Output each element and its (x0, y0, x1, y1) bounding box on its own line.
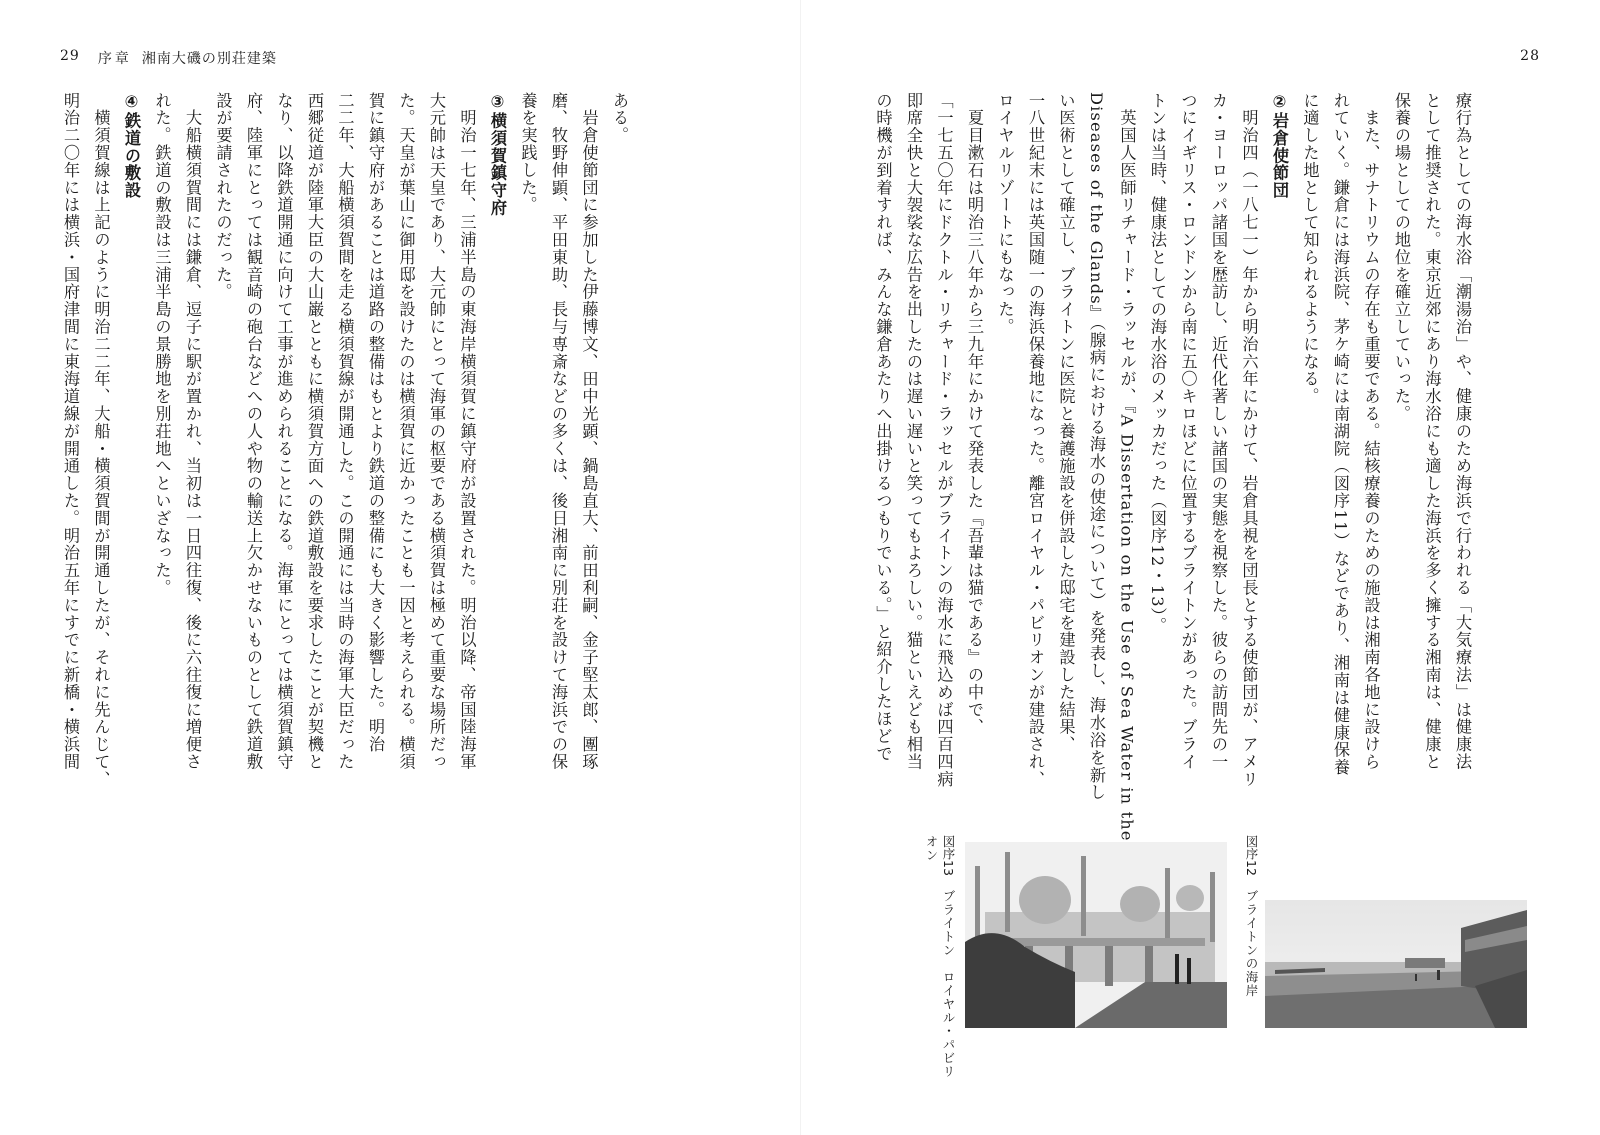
figure-12-text: ブライトンの海岸 (1244, 889, 1259, 998)
brighton-beach-photo (1265, 900, 1527, 1028)
paragraph: また、サナトリウムの存在も重要である。結核療養のための施設は湘南各地に設けら れていく。鎌倉には海浜院、茅ケ崎には南湖院（図序11）などであり、湘南は健康保養 に適した地として知られるようになる。 (1300, 92, 1381, 777)
figure-13-number: 図序13 (941, 835, 956, 876)
paragraph: 英国人医師リチャード・ラッセルが、『A Dissertation on the Use of Sea Water in the Diseases of the Glands』（腺病における海水の使途について）を発表し、海水浴を新し い医術として確立し、ブライトンに医院と養護施設を併設した邸宅を建設した結果、 一八世紀末には英国随一の海浜保養地になった。離宮ロイヤル・パビリオンが建設され、 ロイヤルリゾートにもなった。 (995, 92, 1137, 842)
paragraph: 明治一七年、三浦半島の東海岸横須賀に鎮守府が設置された。明治以降、帝国陸海軍 大元帥は天皇であり、大元帥にとって海軍の枢要である横須賀は極めて重要な場所だっ た。天皇が葉山に御用邸を設けたのは横須賀に近かったことも一因と考えられる。横須 賀に鎮守府があることは道路の整備はもとより鉄道の整備にも大きく影響した。明治 二二年、大船横須賀間を走る横須賀線が開通した。この開通には当時の海軍大臣だった 西郷従道が陸軍大臣の大山巌とともに横須賀方面への鉄道敷設を要求したことが契機と なり、以降鉄道開通に向けて工事が進められることになる。海軍にとっては横須賀鎮守 府、陸軍にとっては観音崎の砲台などへの人や物の輸送上欠かせないものとして鉄道敷 設が要請されたのだった。 (213, 92, 477, 771)
paragraph: 夏目漱石は明治三八年から三九年にかけて発表した『吾輩は猫である』の中で、 「一七五〇年にドクトル・リチャード・ラッセルがブライトンの海水に飛込めば四百四病 即席全快と大袈裟な広告を出したのは遅い遅いと笑ってもよろしい。猫といえども相当 の時機が到着すれば、みんな鎌倉あたりへ出掛けるつもりでいる。」と紹介したほどで (873, 92, 984, 788)
section-heading-iwakura: ②岩倉使節団 (1270, 92, 1289, 200)
royal-pavilion-photo (965, 842, 1227, 1028)
left-page-text (0, 92, 695, 806)
left-page-header (60, 48, 277, 68)
figure-12-number: 図序12 (1244, 835, 1259, 876)
figure-13-text: ブライトン ロイヤル・パビリ オン (924, 835, 956, 1079)
figure-13-caption (923, 835, 957, 1085)
paragraph: 大船横須賀間には鎌倉、逗子に駅が置かれ、当初は一日四往復、後に六往復に増便さ れた。鉄道の敷設は三浦半島の景勝地を別荘地へといざなった。 (152, 92, 202, 771)
section-heading-yokosuka: ③横須賀鎮守府 (488, 92, 507, 217)
right-page-text (806, 92, 1538, 842)
paragraph: 明治四（一八七一）年から明治六年にかけて、岩倉具視を団長とする使節団が、アメリ カ・ヨーロッパ諸国を歴訪し、近代化著しい諸国の実態を視察した。彼らの訪問先の一 つにイギリス・ロンドンから南に五〇キロほどに位置するブライトンがあった。ブライ トンは当時、健康法としての海水浴のメッカだった（図序12・13）。 (1148, 92, 1259, 788)
section-heading-railway: ④鉄道の敷設 (122, 92, 141, 200)
chapter-label: 序章 (97, 51, 132, 67)
left-page-number: 29 (60, 48, 80, 64)
page-gutter (800, 0, 801, 1135)
paragraph: 療行為としての海水浴「潮湯治」や、健康のため海浜で行われる「大気療法」は健康法 として推奨された。東京近郊にあり海水浴にも適した海浜を多く擁する湘南は、健康と 保養の場としての地位を確立していった。 (1392, 92, 1472, 771)
right-page-number: 28 (1520, 48, 1540, 64)
figure-12-caption (1243, 835, 1260, 1005)
paragraph: 岩倉使節団に参加した伊藤博文、田中光顕、鍋島直大、前田利嗣、金子堅太郎、團琢 磨、牧野伸顕、平田東助、長与専斎などの多くは、後日湘南に別荘を設けて海浜での保 養を実践した。 (518, 92, 599, 771)
paragraph: 横須賀線は上記のように明治二二年、大船・横須賀間が開通したが、それに先んじて、 明治二〇年には横浜・国府津間に東海道線が開通した。明治五年にすでに新橋・横浜間 (61, 92, 111, 788)
running-title: 湘南大磯の別荘建築 (141, 51, 277, 67)
paragraph: ある。 (610, 92, 629, 145)
